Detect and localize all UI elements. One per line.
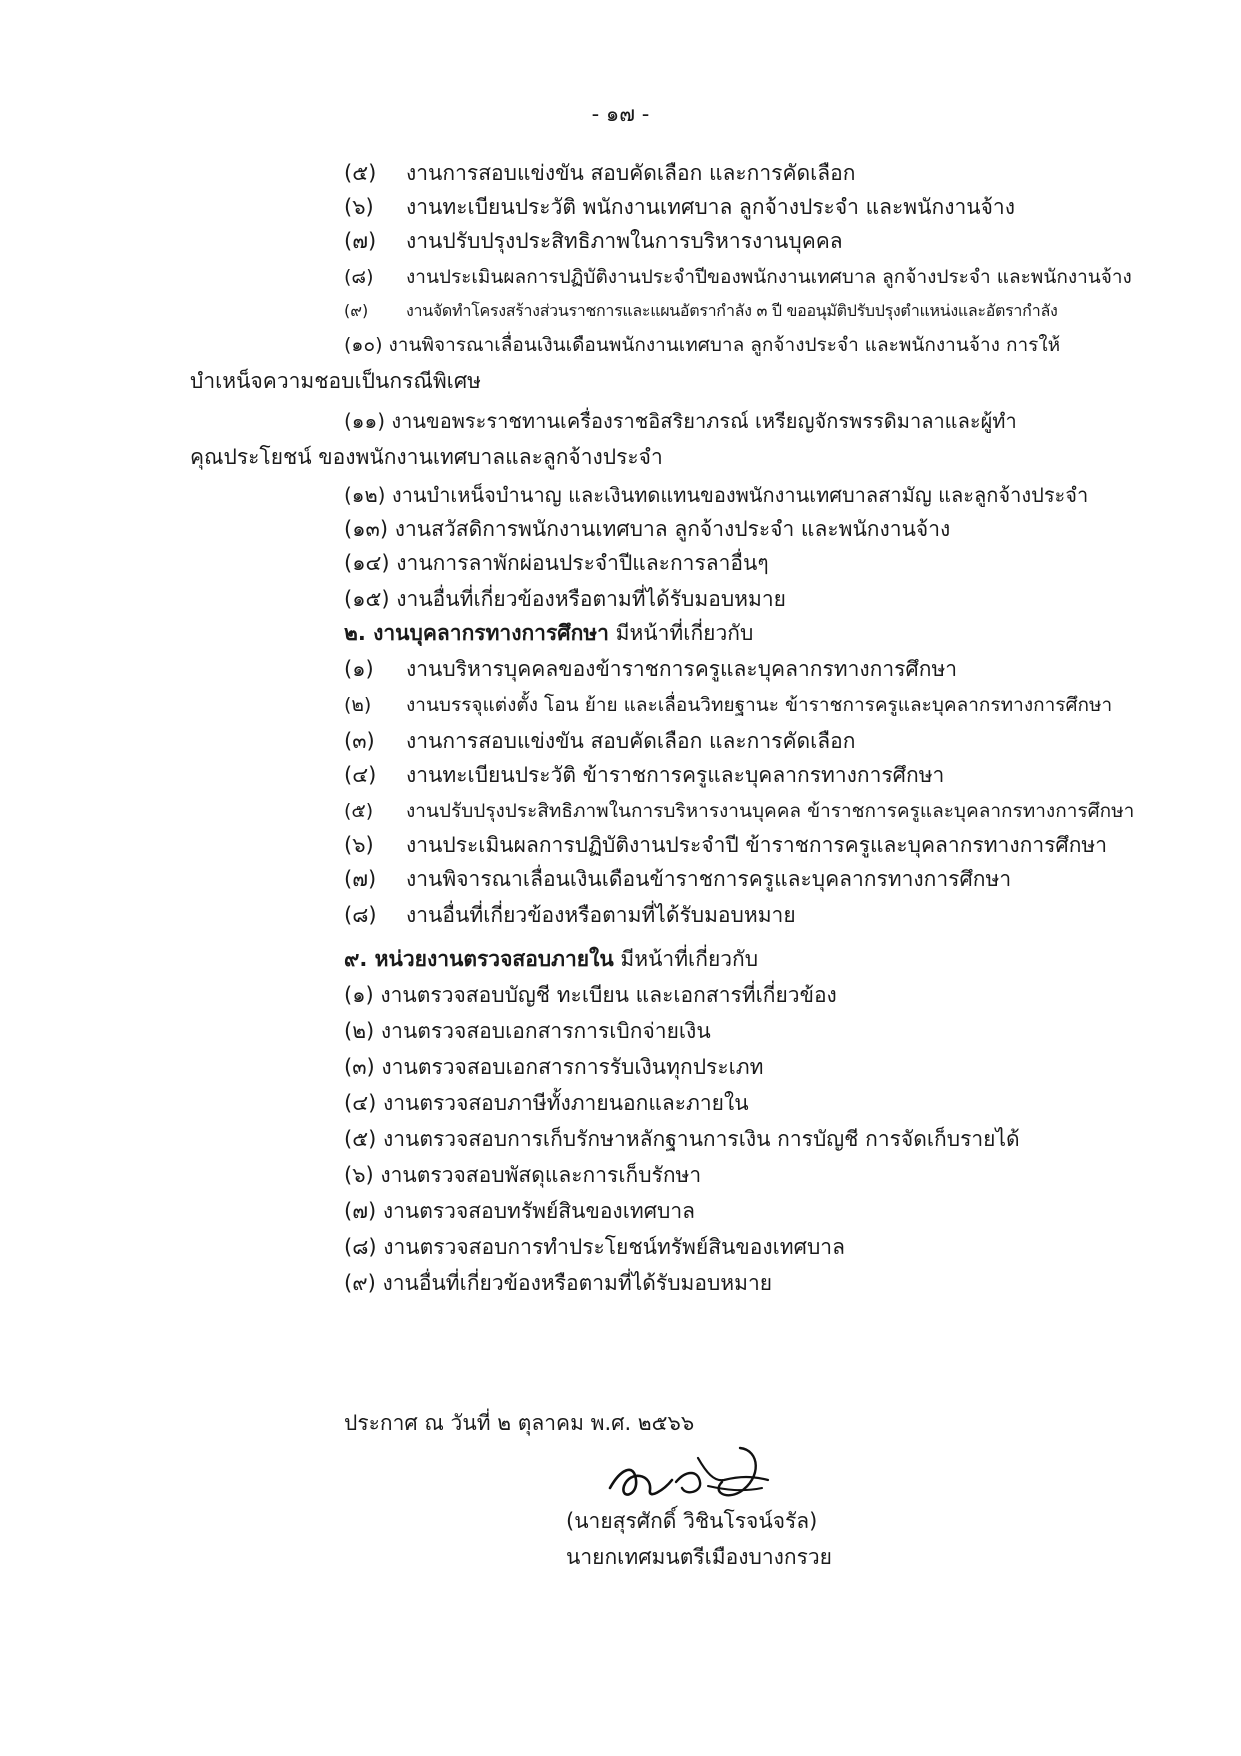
item-10-line-2: บำเหน็จความชอบเป็นกรณีพิเศษ [190,369,482,393]
item-text: งานทะเบียนประวัติ ข้าราชการครูและบุคลากรทางการศึกษา [406,763,945,787]
signer-title: นายกเทศมนตรีเมืองบางกรวย [566,1545,832,1569]
item-11-line-1: (๑๑) งานขอพระราชทานเครื่องราชอิสริยาภรณ์ เหรียญจักรพรรดิมาลาและผู้ทำ [344,409,1017,433]
list-item: (๓) งานตรวจสอบเอกสารการรับเงินทุกประเภท [344,1055,764,1079]
item-number: (๕) [344,161,377,185]
item-text: งานปรับปรุงประสิทธิภาพในการบริหารงานบุคคล ข้าราชการครูและบุคลากรทางการศึกษา [406,800,1135,822]
list-item: (๒) งานตรวจสอบเอกสารการเบิกจ่ายเงิน [344,1019,711,1043]
section-9-title: ๙. หน่วยงานตรวจสอบภายใน [344,947,614,971]
list-item: (๕) งานตรวจสอบการเก็บรักษาหลักฐานการเงิน การบัญชี การจัดเก็บรายได้ [344,1127,1020,1151]
list-item: (๑๓) งานสวัสดิการพนักงานเทศบาล ลูกจ้างประจำ และพนักงานจ้าง [344,517,951,541]
page-number: - ๑๗ - [591,102,650,126]
item-number: (๗) [344,867,377,891]
item-text: งานบรรจุแต่งตั้ง โอน ย้าย และเลื่อนวิทยฐานะ ข้าราชการครูและบุคลากรทางการศึกษา [406,694,1113,716]
list-item: (๖) งานตรวจสอบพัสดุและการเก็บรักษา [344,1163,702,1187]
list-item: (๗) งานตรวจสอบทรัพย์สินของเทศบาล [344,1199,696,1223]
list-item: (๔) งานตรวจสอบภาษีทั้งภายนอกและภายใน [344,1091,749,1115]
section-9-heading [344,944,758,974]
item-text: งานประเมินผลการปฏิบัติงานประจำปี ข้าราชการครูและบุคลากรทางการศึกษา [406,833,1108,857]
list-item: (๑๕) งานอื่นที่เกี่ยวข้องหรือตามที่ได้รับมอบหมาย [344,587,786,611]
item-text: งานการสอบแข่งขัน สอบคัดเลือก และการคัดเลือก [406,161,856,185]
signer-name: (นายสุรศักดิ์ วิชินโรจน์จรัล) [566,1509,818,1533]
item-number: (๗) [344,229,377,253]
item-text: งานพิจารณาเลื่อนเงินเดือนข้าราชการครูและบุคลากรทางการศึกษา [406,867,1012,891]
item-text: งานประเมินผลการปฏิบัติงานประจำปีของพนักงานเทศบาล ลูกจ้างประจำ และพนักงานจ้าง [406,266,1132,288]
list-item: (๑๒) งานบำเหน็จบำนาญ และเงินทดแทนของพนักงานเทศบาลสามัญ และลูกจ้างประจำ [344,483,1089,507]
section-2-title: ๒. งานบุคลากรทางการศึกษา [344,621,609,645]
item-number: (๔) [344,763,377,787]
item-number: (๖) [344,833,374,857]
item-number: (๙) [344,301,369,320]
item-number: (๑) [344,657,374,681]
section-2-title-rest: มีหน้าที่เกี่ยวกับ [608,621,754,645]
item-text: งานบริหารบุคคลของข้าราชการครูและบุคลากรทางการศึกษา [406,657,958,681]
item-number: (๘) [344,266,374,288]
list-item: (๑) งานตรวจสอบบัญชี ทะเบียน และเอกสารที่เกี่ยวข้อง [344,983,837,1007]
item-number: (๘) [344,903,377,927]
list-item: (๘) งานตรวจสอบการทำประโยชน์ทรัพย์สินของเทศบาล [344,1235,845,1259]
item-11-line-2: คุณประโยชน์ ของพนักงานเทศบาลและลูกจ้างประจำ [190,445,663,469]
list-item: (๑๔) งานการลาพักผ่อนประจำปีและการลาอื่นๆ [344,551,769,575]
item-number: (๖) [344,195,374,219]
announcement-date: ประกาศ ณ วันที่ ๒ ตุลาคม พ.ศ. ๒๕๖๖ [344,1411,695,1435]
item-text: งานจัดทำโครงสร้างส่วนราชการและแผนอัตรากำลัง ๓ ปี ขออนุมัติปรับปรุงตำแหน่งและอัตรากำลัง [406,301,1058,320]
item-10-line-1: (๑๐) งานพิจารณาเลื่อนเงินเดือนพนักงานเทศบาล ลูกจ้างประจำ และพนักงานจ้าง การให้ [344,334,1061,356]
item-text: งานอื่นที่เกี่ยวข้องหรือตามที่ได้รับมอบหมาย [406,903,796,927]
list-item: (๙) งานอื่นที่เกี่ยวข้องหรือตามที่ได้รับมอบหมาย [344,1271,773,1295]
signature-icon [590,1440,780,1510]
item-text: งานทะเบียนประวัติ พนักงานเทศบาล ลูกจ้างประจำ และพนักงานจ้าง [406,195,1015,219]
item-text: งานปรับปรุงประสิทธิภาพในการบริหารงานบุคคล [406,229,843,253]
item-number: (๓) [344,729,375,753]
section-9-title-rest: มีหน้าที่เกี่ยวกับ [613,947,759,971]
item-number: (๕) [344,800,374,822]
item-text: งานการสอบแข่งขัน สอบคัดเลือก และการคัดเลือก [406,729,856,753]
section-2-heading [344,618,753,648]
item-number: (๒) [344,694,372,716]
